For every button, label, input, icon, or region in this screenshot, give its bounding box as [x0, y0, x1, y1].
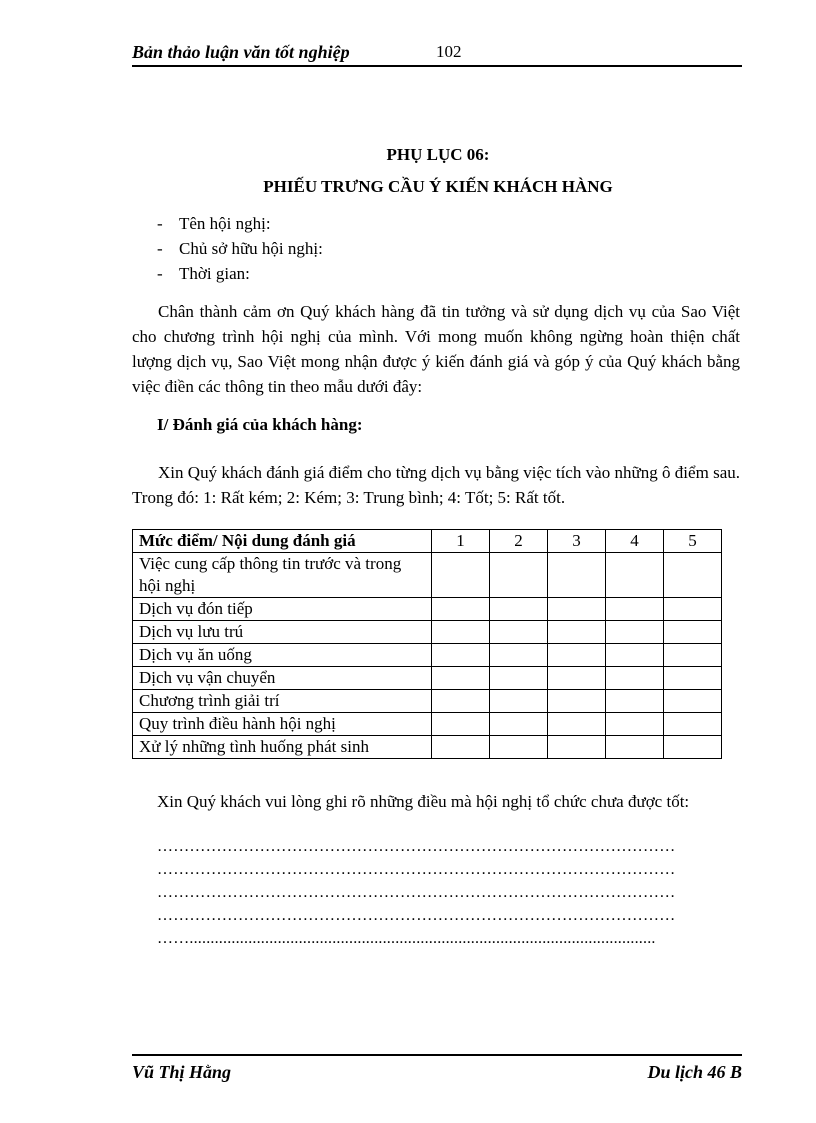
page-footer — [132, 1054, 742, 1084]
rating-cell[interactable] — [606, 713, 664, 736]
rating-cell[interactable] — [664, 667, 722, 690]
rating-cell[interactable] — [664, 644, 722, 667]
rating-cell[interactable] — [664, 690, 722, 713]
rating-cell[interactable] — [490, 690, 548, 713]
rating-cell[interactable] — [490, 736, 548, 759]
rating-cell[interactable] — [548, 644, 606, 667]
rating-cell[interactable] — [548, 736, 606, 759]
score-header: 3 — [548, 530, 606, 553]
bullet-dash: - — [157, 239, 163, 258]
rating-cell[interactable] — [490, 713, 548, 736]
rating-cell[interactable] — [548, 553, 606, 598]
rating-cell[interactable] — [606, 598, 664, 621]
rating-cell[interactable] — [664, 713, 722, 736]
rating-cell[interactable] — [432, 598, 490, 621]
rating-cell[interactable] — [664, 598, 722, 621]
rating-cell[interactable] — [606, 736, 664, 759]
header-rule — [132, 65, 742, 67]
rating-cell[interactable] — [432, 713, 490, 736]
dotted-answer-line[interactable]: …………………………………………………………………………………… — [157, 907, 676, 924]
dotted-answer-line[interactable]: …………………………………………………………………………………… — [157, 884, 676, 901]
rating-cell[interactable] — [606, 644, 664, 667]
table-row — [133, 736, 722, 759]
field-conference-name — [157, 211, 323, 236]
rating-cell[interactable] — [548, 690, 606, 713]
score-header: 2 — [490, 530, 548, 553]
rating-cell[interactable] — [490, 621, 548, 644]
table-row — [133, 621, 722, 644]
field-label: Tên hội nghị: — [179, 214, 271, 233]
rating-cell[interactable] — [432, 667, 490, 690]
criteria-header: Mức điểm/ Nội dung đánh giá — [133, 530, 432, 553]
comment-prompt: Xin Quý khách vui lòng ghi rõ những điều mà hội nghị tổ chức chưa được tốt: — [157, 792, 690, 811]
appendix-label: PHỤ LỤC 06: — [386, 145, 490, 164]
rating-cell[interactable] — [432, 690, 490, 713]
criteria-label: Dịch vụ đón tiếp — [133, 598, 432, 621]
table-row — [133, 553, 722, 598]
thesis-title: Bản thảo luận văn tốt nghiệp — [132, 42, 350, 62]
field-owner — [157, 236, 323, 261]
rating-cell[interactable] — [606, 621, 664, 644]
rating-cell[interactable] — [490, 667, 548, 690]
info-fields — [157, 211, 323, 286]
criteria-label: Dịch vụ ăn uống — [133, 644, 432, 667]
criteria-label: Dịch vụ lưu trú — [133, 621, 432, 644]
dotted-answer-line[interactable]: …………………………………………………………………………………… — [157, 861, 676, 878]
author-name: Vũ Thị Hằng — [132, 1062, 232, 1082]
bullet-dash: - — [157, 264, 163, 283]
rating-cell[interactable] — [548, 598, 606, 621]
rating-cell[interactable] — [432, 553, 490, 598]
dotted-answer-line[interactable]: ……............................................................................................................... — [157, 930, 656, 947]
rating-cell[interactable] — [606, 690, 664, 713]
table-row — [133, 713, 722, 736]
table-header-row — [133, 530, 722, 553]
rating-cell[interactable] — [490, 644, 548, 667]
criteria-label: Việc cung cấp thông tin trước và trong hội nghị — [133, 553, 432, 598]
criteria-label: Chương trình giải trí — [133, 690, 432, 713]
rating-cell[interactable] — [490, 598, 548, 621]
class-name: Du lịch 46 B — [647, 1062, 742, 1082]
dotted-answer-line[interactable]: …………………………………………………………………………………… — [157, 838, 676, 855]
page-header — [132, 42, 742, 66]
rating-cell[interactable] — [432, 644, 490, 667]
rating-cell[interactable] — [548, 621, 606, 644]
criteria-label: Dịch vụ vận chuyển — [133, 667, 432, 690]
rating-cell[interactable] — [664, 621, 722, 644]
score-header: 4 — [606, 530, 664, 553]
rating-instruction: Xin Quý khách đánh giá điểm cho từng dịch vụ bằng việc tích vào những ô điểm sau. Trong đó: 1: Rất kém; 2: Kém; 3: Trung bình; 4: Tốt; 5: Rất tốt. — [132, 463, 740, 507]
rating-cell[interactable] — [664, 553, 722, 598]
rating-cell[interactable] — [432, 736, 490, 759]
field-label: Chủ sở hữu hội nghị: — [179, 239, 323, 258]
footer-rule — [132, 1054, 742, 1056]
table-row — [133, 598, 722, 621]
field-time — [157, 261, 323, 286]
table-row — [133, 690, 722, 713]
rating-cell[interactable] — [548, 667, 606, 690]
score-header: 1 — [432, 530, 490, 553]
page-number: 102 — [436, 42, 462, 61]
table-row — [133, 667, 722, 690]
form-title: PHIẾU TRƯNG CẦU Ý KIẾN KHÁCH HÀNG — [263, 177, 613, 196]
bullet-dash: - — [157, 214, 163, 233]
rating-table — [132, 529, 722, 759]
intro-paragraph: Chân thành cảm ơn Quý khách hàng đã tin tưởng và sử dụng dịch vụ của Sao Việt cho chương trình hội nghị của mình. Với mong muốn không ngừng hoàn thiện chất lượng dịch vụ, Sao Việt mong nhận được ý kiến đánh giá và góp ý của Quý khách bằng việc điền các thông tin theo mẫu dưới đây: — [132, 302, 740, 396]
rating-cell[interactable] — [432, 621, 490, 644]
rating-cell[interactable] — [548, 713, 606, 736]
rating-cell[interactable] — [606, 667, 664, 690]
rating-cell[interactable] — [664, 736, 722, 759]
rating-cell[interactable] — [606, 553, 664, 598]
criteria-label: Xử lý những tình huống phát sinh — [133, 736, 432, 759]
rating-cell[interactable] — [490, 553, 548, 598]
field-label: Thời gian: — [179, 264, 250, 283]
section-heading: I/ Đánh giá của khách hàng: — [157, 415, 363, 434]
table-row — [133, 644, 722, 667]
criteria-label: Quy trình điều hành hội nghị — [133, 713, 432, 736]
score-header: 5 — [664, 530, 722, 553]
